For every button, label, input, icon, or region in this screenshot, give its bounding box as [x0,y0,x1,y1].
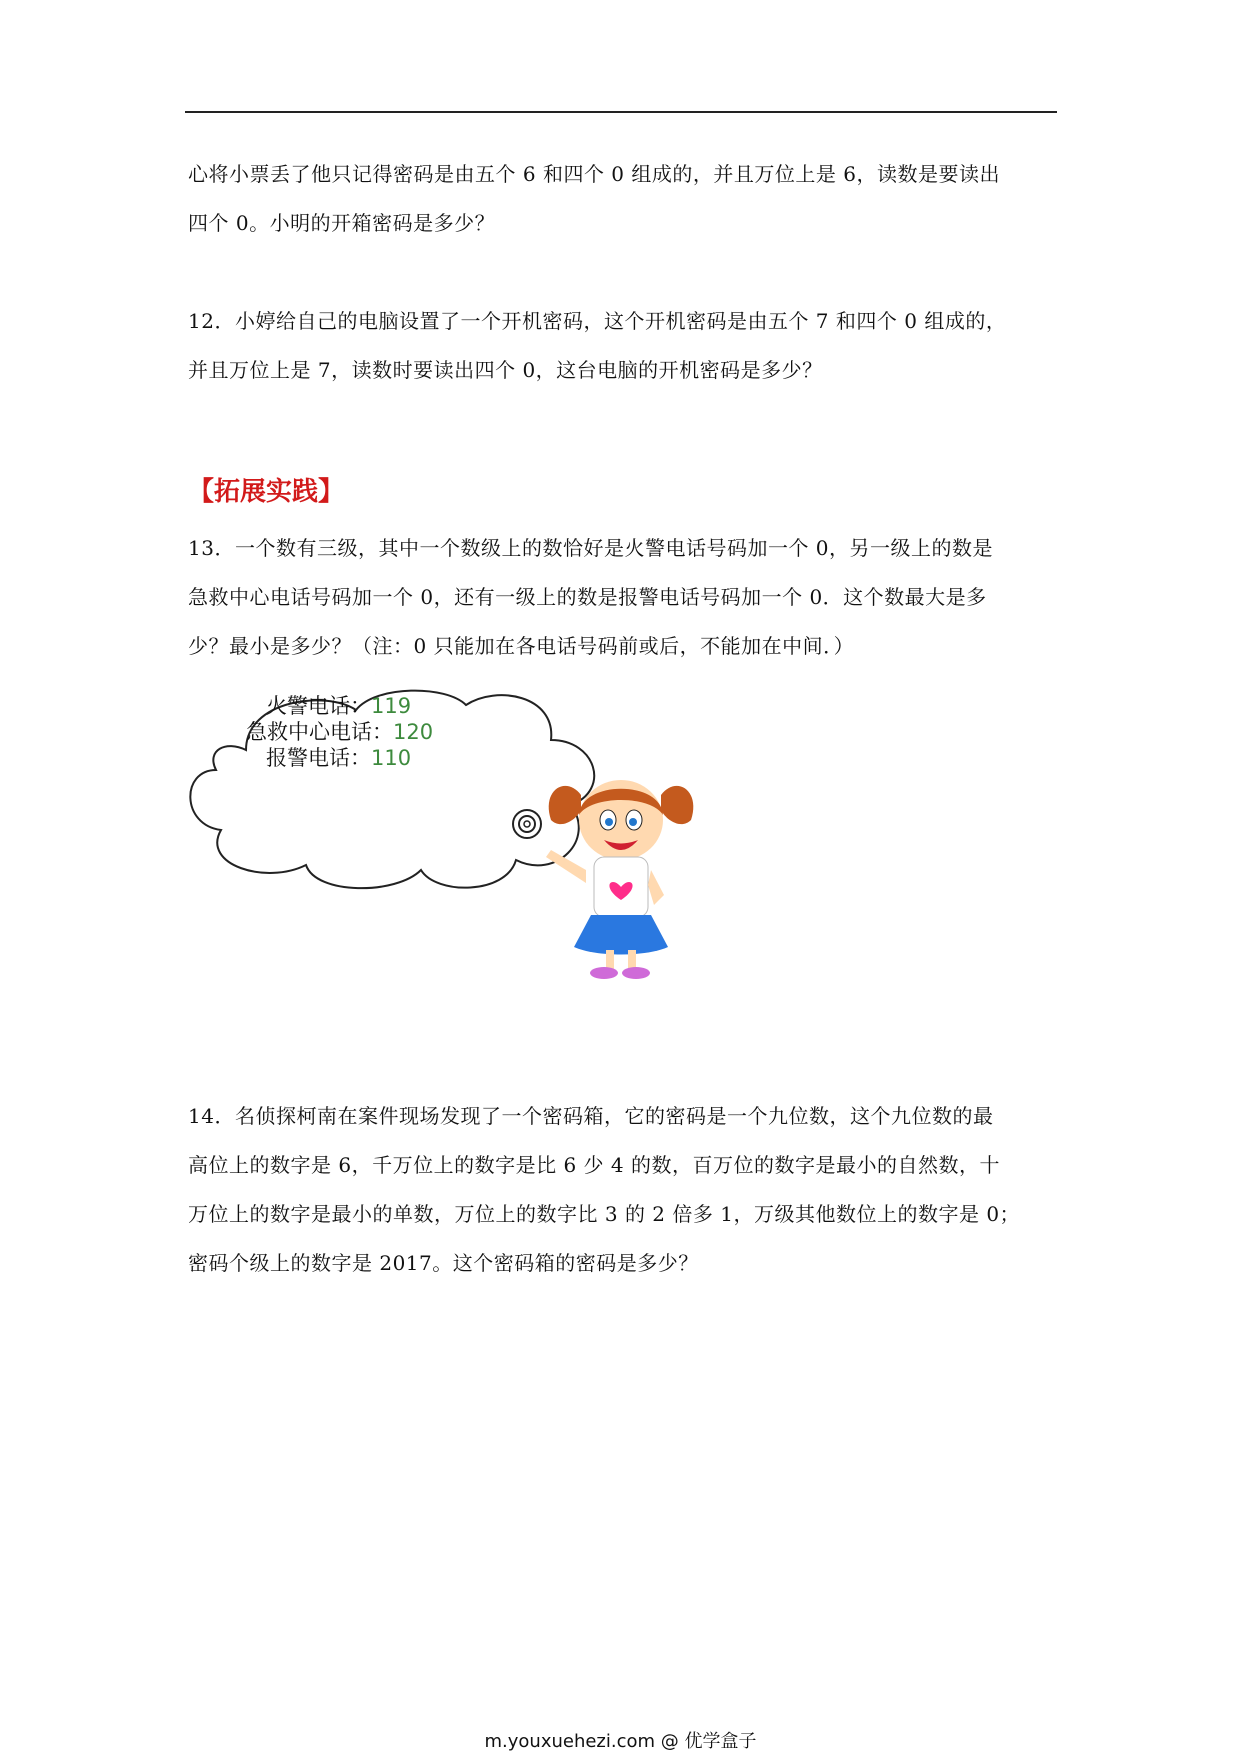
fire-phone-label: 火警电话： [266,694,371,718]
question-12 [188,297,1068,395]
q11-line-1: 心将小票丢了他只记得密码是由五个 6 和四个 0 组成的，并且万位上是 6，读数是要读出 [188,162,1000,186]
thought-bubble-dot [524,821,530,827]
q14-line-2: 高位上的数字是 6，千万位上的数字是比 6 少 4 的数，百万位的数字是最小的自然数，十 [188,1153,1000,1177]
q13-line-3: 少？最小是多少？（注：0 只能加在各电话号码前或后，不能加在中间．） [188,634,855,658]
question-11-continuation [188,150,1068,248]
section-title-extension-practice: 【拓展实践】 [188,477,345,507]
q11-line-2: 四个 0。小明的开箱密码是多少？ [188,211,496,235]
question-13 [188,524,1068,671]
fire-phone-line [266,693,411,719]
police-phone-number: 110 [371,746,412,770]
q12-line-1: 12．小婷给自己的电脑设置了一个开机密码，这个开机密码是由五个 7 和四个 0 组成的， [188,309,1007,333]
fire-phone-number: 119 [371,694,412,718]
question-14 [188,1092,1068,1288]
footer-source: m.youxuehezi.com @ 优学盒子 [484,1731,757,1752]
q12-line-2: 并且万位上是 7，读数时要读出四个 0，这台电脑的开机密码是多少？ [188,358,823,382]
q14-line-3: 万位上的数字是最小的单数，万位上的数字比 3 的 2 倍多 1，万级其他数位上的数字是 0； [188,1202,1021,1226]
q13-line-1: 13．一个数有三级，其中一个数级上的数恰好是火警电话号码加一个 0，另一级上的数是 [188,536,994,560]
police-phone-line [266,745,411,771]
q14-line-1: 14．名侦探柯南在案件现场发现了一个密码箱，它的密码是一个九位数，这个九位数的最 [188,1104,994,1128]
emergency-phone-number: 120 [393,720,434,744]
police-phone-label: 报警电话： [266,746,371,770]
q13-line-2: 急救中心电话号码加一个 0，还有一级上的数是报警电话号码加一个 0．这个数最大是多 [188,585,987,609]
header-rule [185,111,1057,113]
emergency-phone-line [246,719,433,745]
girl-illustration [546,780,693,979]
emergency-phone-label: 急救中心电话： [246,720,393,744]
q14-line-4: 密码个级上的数字是 2017。这个密码箱的密码是多少？ [188,1251,699,1275]
thought-bubble-illustration [186,680,706,980]
